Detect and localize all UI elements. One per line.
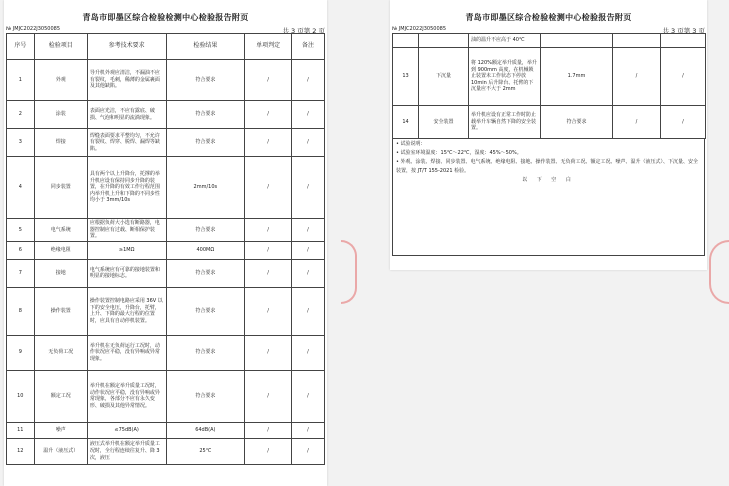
single-judgement: /: [245, 287, 292, 335]
remark: /: [291, 438, 324, 464]
technical-requirement: 电气系统应有可靠的接地装置和明显的接地标志。: [87, 259, 166, 287]
inspection-table-continued: [392, 33, 706, 139]
report-number: № JMJC2022J3050085: [6, 26, 61, 32]
inspection-result: 符合要求: [166, 60, 245, 101]
table-row: [7, 60, 325, 101]
technical-requirement: 举升机在额定举升质量工况时，动作状况应平稳，没有异响或异常现象，各部分不应有永久变形、破损及其他异常情况。: [87, 370, 166, 422]
column-header: 参考技术要求: [87, 34, 166, 60]
technical-requirement: 操作装置控制电路应采用 36V 以下的安全电压，升降台，托臂，上升、下降的最大行程的位置时，应具有自动停机装置。: [87, 287, 166, 335]
technical-requirement: 导升机外观应清洁，不漏油不应有裂纹，毛刺，稀薄的金属裹面及其他缺陷。: [87, 60, 166, 101]
single-judgement: /: [245, 438, 292, 464]
table-row: [7, 219, 325, 242]
technical-requirement: 焊缝表面要求平整均匀，不允许有裂纹、焊穿、脱焊、漏焊等缺陷。: [87, 129, 166, 157]
table-row: [393, 48, 706, 106]
column-header: 序号: [7, 34, 35, 60]
table-header-row: [7, 34, 325, 60]
inspection-item: 焊接: [34, 129, 87, 157]
table-row: [7, 335, 325, 370]
inspection-result: 400MΩ: [166, 241, 245, 259]
table-row: [7, 259, 325, 287]
remark: /: [291, 422, 324, 438]
remark: /: [291, 101, 324, 129]
report-page-3: [390, 0, 707, 270]
inspection-item: 操作装置: [34, 287, 87, 335]
note-line: • 试验室环境温度：15℃～22℃，湿度：45%～50%。: [396, 150, 522, 156]
technical-requirement: 举升机应设有正常工作时防止载举升车辆自然下降的安全装置。: [469, 106, 541, 139]
remark: /: [291, 241, 324, 259]
remark: /: [291, 335, 324, 370]
test-notes: [392, 138, 705, 256]
inspection-item: 电气系统: [34, 219, 87, 242]
note-line: • 外观、涂装、焊接、同步装置、电气系统、绝缘电阻、接地、操作装置、无负荷工况、额定工况、噪声、温升（液压式）、下沉量、安全装置，按 JT/T 155-2021 检验。: [396, 159, 699, 174]
report-number: № JMJC2022J3050085: [392, 26, 447, 32]
inspection-result: 符合要求: [166, 129, 245, 157]
technical-requirement: 将 120%额定举升质量，举升到 900mm 高度，在机械锁止装置未工作状态下停放 10min 后升降台、托臂的下沉量应不大于 2mm: [469, 48, 541, 106]
single-judgement: /: [245, 157, 292, 219]
inspection-item: 下沉量: [419, 48, 469, 106]
technical-requirement: 油的温升不应高于 40℃: [469, 34, 541, 48]
table-row: [7, 129, 325, 157]
blank-below-mark: 以 下 空 白: [522, 177, 575, 183]
inspection-item: 绝缘电阻: [34, 241, 87, 259]
seal-stamp-fragment: [709, 240, 729, 304]
inspection-result: 2mm/10s: [166, 157, 245, 219]
technical-requirement: 举升机在无负荷运行工况时，动作状况应平稳，没有异响或异常现象。: [87, 335, 166, 370]
row-number: 3: [7, 129, 35, 157]
row-number: 12: [7, 438, 35, 464]
inspection-item: 温升（液压式）: [34, 438, 87, 464]
table-row: [7, 370, 325, 422]
remark: /: [661, 106, 706, 139]
inspection-result: 符合要求: [166, 287, 245, 335]
single-judgement: /: [613, 106, 661, 139]
row-number: 7: [7, 259, 35, 287]
inspection-result: 1.7mm: [541, 48, 613, 106]
table-row: [393, 106, 706, 139]
table-row: [7, 241, 325, 259]
remark: /: [291, 60, 324, 101]
inspection-item: 涂装: [34, 101, 87, 129]
seal-stamp-fragment: [341, 240, 357, 304]
note-line: • 试验说明：: [396, 141, 426, 147]
single-judgement: /: [245, 129, 292, 157]
inspection-result: 符合要求: [166, 370, 245, 422]
remark: /: [291, 259, 324, 287]
single-judgement: /: [245, 335, 292, 370]
single-judgement: /: [245, 101, 292, 129]
inspection-table: [6, 33, 325, 465]
row-number: 13: [393, 48, 419, 106]
page-title: 青岛市即墨区综合检验检测中心检验报告附页: [465, 13, 632, 22]
technical-requirement: ≤75dB(A): [87, 422, 166, 438]
table-row: [7, 438, 325, 464]
row-number: 4: [7, 157, 35, 219]
table-row: [7, 101, 325, 129]
single-judgement: /: [245, 370, 292, 422]
single-judgement: /: [245, 219, 292, 242]
row-number: 6: [7, 241, 35, 259]
row-number: 2: [7, 101, 35, 129]
report-page-2: [4, 0, 327, 486]
remark: /: [291, 219, 324, 242]
column-header: 备注: [291, 34, 324, 60]
inspection-item: 安全装置: [419, 106, 469, 139]
row-number: 9: [7, 335, 35, 370]
inspection-result: 64dB(A): [166, 422, 245, 438]
table-row: [7, 422, 325, 438]
inspection-result: 符合要求: [541, 106, 613, 139]
table-row: [7, 157, 325, 219]
column-header: 检验结果: [166, 34, 245, 60]
row-number: 1: [7, 60, 35, 101]
column-header: 检验项目: [34, 34, 87, 60]
technical-requirement: 应根据负荷大小选有断路器，电器控制应有过载、断相保护装置。: [87, 219, 166, 242]
inspection-result: 符合要求: [166, 101, 245, 129]
single-judgement: /: [245, 241, 292, 259]
inspection-result: 符合要求: [166, 335, 245, 370]
technical-requirement: ≥1MΩ: [87, 241, 166, 259]
single-judgement: /: [245, 259, 292, 287]
table-row: [7, 287, 325, 335]
technical-requirement: 具有两个以上升降台，托撑的举升机应设有保持同步升降的装置，在升降的有效工作行程范围内举升机上升和下降的不同步性均小于 3mm/10s: [87, 157, 166, 219]
inspection-item: 同步装置: [34, 157, 87, 219]
remark: /: [291, 370, 324, 422]
column-header: 单项判定: [245, 34, 292, 60]
inspection-item: 无负荷工况: [34, 335, 87, 370]
inspection-item: 外观: [34, 60, 87, 101]
remark: /: [291, 287, 324, 335]
single-judgement: /: [613, 48, 661, 106]
row-number: 8: [7, 287, 35, 335]
row-number: 10: [7, 370, 35, 422]
inspection-result: 符合要求: [166, 219, 245, 242]
technical-requirement: 液压式举升机在额定举升质量工况时，全行程连续往复升、降 3 次，液压: [87, 438, 166, 464]
inspection-item: 接地: [34, 259, 87, 287]
inspection-item: 噪声: [34, 422, 87, 438]
table-row: [393, 34, 706, 48]
page-info: 共 3 页第 2 页: [282, 27, 325, 35]
inspection-result: 符合要求: [166, 259, 245, 287]
inspection-result: 25℃: [166, 438, 245, 464]
remark: /: [661, 48, 706, 106]
row-number: 5: [7, 219, 35, 242]
remark: /: [291, 129, 324, 157]
row-number: 11: [7, 422, 35, 438]
page-title: 青岛市即墨区综合检验检测中心检验报告附页: [82, 13, 249, 22]
row-number: 14: [393, 106, 419, 139]
single-judgement: /: [245, 60, 292, 101]
technical-requirement: 表面应光洁，不应有露底、破损、气泡和明显的流淌现象。: [87, 101, 166, 129]
inspection-item: 额定工况: [34, 370, 87, 422]
remark: /: [291, 157, 324, 219]
page-info: 共 3 页第 3 页: [662, 27, 705, 35]
single-judgement: /: [245, 422, 292, 438]
